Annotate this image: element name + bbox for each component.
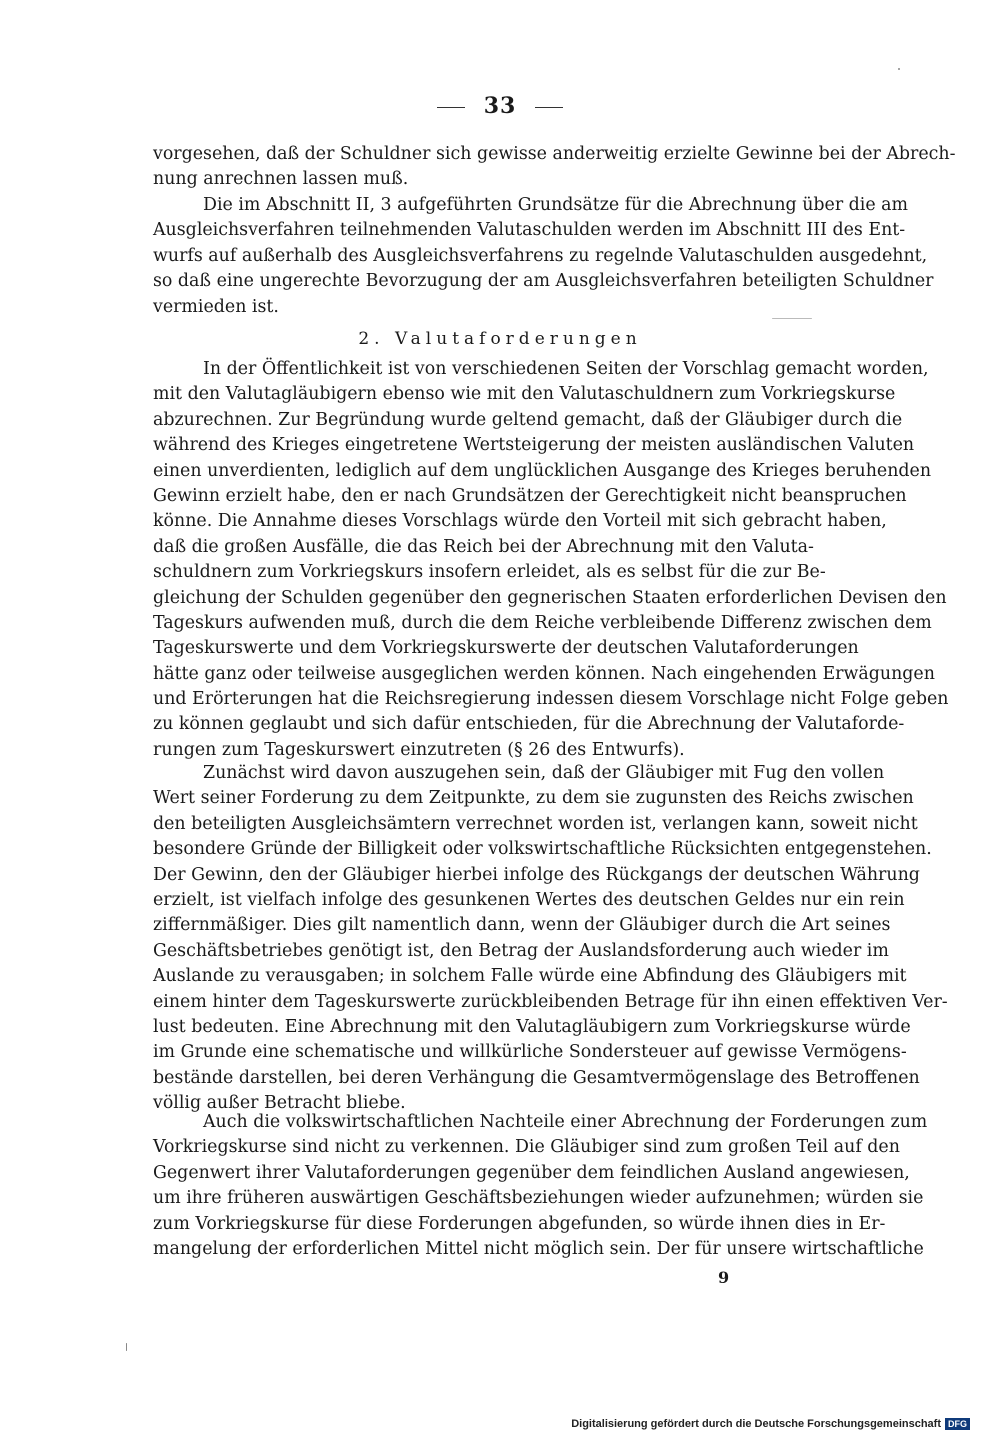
paragraph-3: [153, 357, 949, 763]
scan-speck: [126, 1343, 127, 1351]
text-line: rungen zum Tageskurswert einzutreten (§ 26 des Entwurfs).: [153, 739, 685, 760]
text-line: Ausgleichsverfahren teilnehmenden Valutaschulden werden im Abschnitt III des Ent-: [153, 220, 906, 241]
text-line: und Erörterungen hat die Reichsregierung indessen diesem Vorschlage nicht Folge geben: [153, 689, 949, 710]
text-line: zum Vorkriegskurse für diese Forderungen abgefunden, so würde ihnen dies in Er-: [153, 1213, 886, 1234]
text-line: mangelung der erforderlichen Mittel nicht möglich sein. Der für unsere wirtschaftliche: [153, 1238, 924, 1259]
text-line: Tageskurs aufwenden muß, durch die dem Reiche verbleibende Differenz zwischen dem: [153, 612, 932, 633]
text-line: hätte ganz oder teilweise ausgeglichen werden können. Nach eingehenden Erwägungen: [153, 663, 935, 684]
text-line: so daß eine ungerechte Bevorzugung der am Ausgleichsverfahren beteiligten Schuldner: [153, 271, 934, 292]
text-line: im Grunde eine schematische und willkürliche Sondersteuer auf gewisse Vermögens-: [153, 1042, 907, 1063]
scan-speck: [898, 68, 900, 70]
text-line: ziffernmäßiger. Dies gilt namentlich dann, wenn der Gläubiger durch die Art seines: [153, 915, 891, 936]
text-line: schuldnern zum Vorkriegskurs insofern erleidet, als es selbst für die zur Be-: [153, 562, 826, 583]
text-line: Zunächst wird davon auszugehen sein, daß der Gläubiger mit Fug den vollen: [203, 763, 885, 783]
text-line: abzurechnen. Zur Begründung wurde geltend gemacht, daß der Gläubiger durch die: [153, 409, 903, 430]
text-line: erzielt, ist vielfach infolge des gesunkenen Wertes des deutschen Geldes nur ein rein: [153, 889, 905, 910]
text-line: Tageskurswerte und dem Vorkriegskurswerte der deutschen Valutaforderungen: [153, 638, 859, 659]
text-line: während des Krieges eingetretene Wertsteigerung der meisten ausländischen Valuten: [153, 435, 915, 456]
section-title: 2. Valutaforderungen: [358, 329, 642, 349]
text-line: um ihre früheren auswärtigen Geschäftsbeziehungen wieder aufzunehmen; würden sie: [153, 1188, 924, 1209]
header-dash-left: [437, 107, 465, 108]
text-line: vorgesehen, daß der Schuldner sich gewisse anderweitig erzielte Gewinne bei der Abrech-: [153, 144, 956, 164]
text-line: In der Öffentlichkeit ist von verschiedenen Seiten der Vorschlag gemacht worden,: [203, 359, 929, 379]
paragraph-2: [153, 193, 934, 320]
text-line: könne. Die Annahme dieses Vorschlags würde den Vorteil mit sich gebracht haben,: [153, 511, 887, 532]
text-line: Wert seiner Forderung zu dem Zeitpunkte, zu dem sie zugunsten des Reichs zwischen: [153, 788, 914, 809]
text-line: lust bedeuten. Eine Abrechnung mit den Valutagläubigern zum Vorkriegskurse würde: [153, 1016, 911, 1037]
scan-speck: [772, 318, 812, 319]
footer-credit: [571, 1418, 970, 1430]
paragraph-4: [153, 761, 948, 1116]
page-number: 33: [483, 93, 517, 119]
text-line: besondere Gründe der Billigkeit oder volkswirtschaftliche Rücksichten entgegenstehen.: [153, 839, 932, 860]
text-line: Auch die volkswirtschaftlichen Nachteile einer Abrechnung der Forderungen zum: [203, 1112, 928, 1132]
text-line: daß die großen Ausfälle, die das Reich bei der Abrechnung mit den Valuta-: [153, 536, 814, 557]
text-line: Die im Abschnitt II, 3 aufgeführten Grundsätze für die Abrechnung über die am: [203, 195, 909, 215]
text-line: einem hinter dem Tageskurswerte zurückbleibenden Betrage für ihn einen effektiven Ver-: [153, 991, 948, 1012]
paragraph-1: [153, 142, 956, 193]
sheet-signature-number: 9: [718, 1268, 730, 1287]
text-line: Geschäftsbetriebes genötigt ist, den Betrag der Auslandsforderung auch wieder im: [153, 940, 889, 961]
text-line: bestände darstellen, bei deren Verhängung die Gesamtvermögenslage des Betroffenen: [153, 1067, 920, 1088]
footer-credit-text: Digitalisierung gefördert durch die Deutsche Forschungsgemeinschaft: [571, 1418, 941, 1430]
text-line: gleichung der Schulden gegenüber den gegnerischen Staaten erforderlichen Devisen den: [153, 587, 947, 608]
text-line: den beteiligten Ausgleichsämtern verrechnet worden ist, verlangen kann, soweit nicht: [153, 813, 918, 834]
page-header: [0, 93, 1000, 119]
text-line: Auslande zu verausgaben; in solchem Falle würde eine Abfindung des Gläubigers mit: [153, 966, 907, 987]
paragraph-5: [153, 1110, 928, 1262]
text-line: zu können geglaubt und sich dafür entschieden, für die Abrechnung der Valutaforde-: [153, 714, 905, 735]
text-line: mit den Valutagläubigern ebenso wie mit den Valutaschuldnern zum Vorkriegskurse: [153, 384, 896, 405]
text-line: Gegenwert ihrer Valutaforderungen gegenüber dem feindlichen Ausland angewiesen,: [153, 1162, 910, 1183]
text-line: nung anrechnen lassen muß.: [153, 169, 409, 190]
dfg-logo: DFG: [945, 1418, 970, 1430]
text-line: wurfs auf außerhalb des Ausgleichsverfahrens zu regelnde Valutaschulden ausgedehnt,: [153, 245, 928, 266]
text-line: Der Gewinn, den der Gläubiger hierbei infolge des Rückgangs der deutschen Währung: [153, 864, 920, 885]
text-line: vermieden ist.: [153, 296, 279, 317]
text-line: Vorkriegskurse sind nicht zu verkennen. Die Gläubiger sind zum großen Teil auf den: [153, 1137, 900, 1158]
header-dash-right: [535, 107, 563, 108]
text-line: Gewinn erzielt habe, den er nach Grundsätzen der Gerechtigkeit nicht beanspruchen: [153, 485, 907, 506]
text-line: einen unverdienten, lediglich auf dem unglücklichen Ausgange des Krieges beruhenden: [153, 460, 932, 481]
text-line: völlig außer Betracht bliebe.: [153, 1093, 406, 1114]
